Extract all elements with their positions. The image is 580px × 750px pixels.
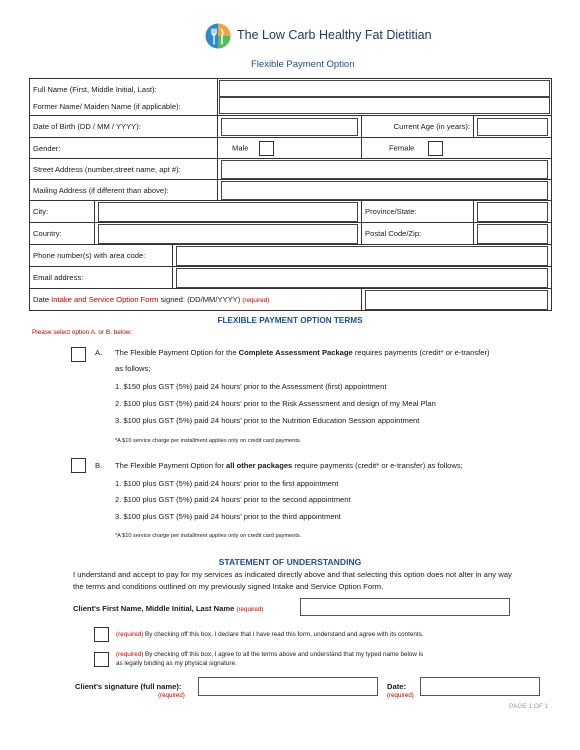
signature-label: Client's signature (full name): — [75, 682, 182, 691]
male-cell — [218, 138, 362, 159]
ack-signature-required: (required) — [116, 651, 144, 658]
country-field[interactable] — [98, 224, 358, 244]
understanding-text: I understand and accept to pay for my services as indicated directly above and that selecting this option does not alter in any way the terms and conditions outlined on my previously signed Intake and Service Option Form. — [73, 570, 512, 591]
former-name-label: Former Name/ Maiden Name (if applicable): — [33, 102, 181, 111]
email-cell — [173, 267, 552, 289]
terms-title: FLEXIBLE PAYMENT OPTION TERMS — [217, 316, 363, 325]
street-label: Street Address (number,street name, apt #): — [30, 159, 218, 180]
required-tag: (required) — [242, 297, 270, 304]
option-b-item-1: 1. $100 plus GST (5%) paid 24 hours' prior to the first appointment — [115, 479, 339, 488]
option-b-package: all other packages — [226, 461, 293, 470]
province-field[interactable] — [477, 202, 548, 222]
page-subtitle: Flexible Payment Option — [251, 59, 355, 70]
dietitian-logo-icon — [205, 23, 231, 49]
dob-label: Date of Birth (DD / MM / YYYY): — [30, 116, 218, 138]
street-address-field[interactable] — [221, 160, 548, 179]
ack-read-statement: By checking off this box, I declare that I have read this form, understand and agree with its contents. — [143, 631, 424, 638]
email-label: Email address: — [30, 267, 173, 289]
option-b-text-end: require payments (credit* or e-transfer) as follows; — [292, 461, 463, 470]
client-info-form — [29, 78, 552, 311]
understanding-title: STATEMENT OF UNDERSTANDING — [218, 557, 362, 567]
option-b-item-3: 3. $100 plus GST (5%) paid 24 hours' prior to the third appointment — [115, 512, 341, 521]
age-cell — [474, 116, 552, 138]
city-cell — [95, 201, 362, 223]
select-option-note: Please select option A. or B. below: — [32, 329, 133, 336]
ack-signature-text — [116, 651, 423, 658]
date-signed-cell — [362, 289, 552, 311]
female-label: Female — [389, 143, 415, 152]
country-cell — [95, 223, 362, 245]
current-age-label: Current Age (in years): — [362, 116, 474, 138]
current-age-field[interactable] — [477, 118, 548, 136]
date-signed-label — [30, 289, 362, 311]
signature-field[interactable] — [198, 677, 378, 696]
street-cell — [218, 159, 552, 180]
option-a-line1 — [115, 348, 490, 357]
postal-label: Postal Code/Zip: — [362, 223, 474, 245]
ack-read-text — [116, 631, 424, 638]
phone-cell — [173, 245, 552, 267]
gender-label: Gender: — [30, 138, 218, 159]
option-a-letter: A. — [95, 348, 103, 357]
page-number: PAGE 1 OF 1 — [509, 703, 549, 710]
province-label: Province/State: — [362, 201, 474, 223]
client-name-required: (required) — [236, 606, 264, 613]
option-a-item-3: 3. $100 plus GST (5%) paid 24 hours' prior to the Nutrition Education Session appointment — [115, 416, 420, 425]
date-signed-field[interactable] — [365, 290, 548, 310]
date-signed-suffix: signed: (DD/MM/YYYY) — [158, 295, 241, 304]
full-name-field[interactable] — [219, 80, 550, 97]
phone-field[interactable] — [176, 246, 548, 266]
option-a-line2: as follows; — [115, 364, 151, 373]
client-name-label — [73, 604, 263, 613]
mailing-address-field[interactable] — [221, 181, 548, 200]
phone-label: Phone number(s) with area code: — [30, 245, 173, 267]
postal-cell — [474, 223, 552, 245]
option-a-item-1: 1. $150 plus GST (5%) paid 24 hours' prior to the Assessment (first) appointment — [115, 382, 387, 391]
province-cell — [474, 201, 552, 223]
ack-signature-text-2: as legally binding as my physical signature. — [116, 660, 237, 667]
mailing-label: Mailing Address (if different than above): — [30, 180, 218, 201]
mailing-cell — [218, 180, 552, 201]
name-fields-cell — [218, 79, 552, 116]
option-b-letter: B. — [95, 461, 103, 470]
option-b-note: *A $10 service charge per installment applies only on credit card payments. — [115, 533, 302, 539]
city-label: City: — [30, 201, 95, 223]
date-signed-form-name: Intake and Service Option Form — [51, 295, 159, 304]
option-a-package: Complete Assessment Package — [238, 348, 353, 357]
ack-read-checkbox[interactable] — [94, 627, 109, 642]
ack-signature-statement: By checking off this box, I agree to all the terms above and understand that my typed name below is — [143, 651, 424, 658]
female-checkbox[interactable] — [428, 141, 443, 156]
option-a-item-2: 2. $100 plus GST (5%) paid 24 hours' prior to the Risk Assessment and design of my Meal Plan — [115, 399, 436, 408]
female-cell — [362, 138, 552, 159]
postal-code-field[interactable] — [477, 224, 548, 244]
client-name-label-text: Client's First Name, Middle Initial, Last Name — [73, 604, 235, 613]
dob-field[interactable] — [221, 118, 358, 136]
client-name-field[interactable] — [300, 598, 510, 616]
date-signed-prefix: Date — [33, 295, 52, 304]
dob-cell — [218, 116, 362, 138]
name-labels-cell — [30, 79, 218, 116]
option-b-text: The Flexible Payment Option for — [115, 461, 227, 470]
male-label: Male — [232, 143, 249, 152]
male-checkbox[interactable] — [259, 141, 274, 156]
header-title: The Low Carb Healthy Fat Dietitian — [237, 28, 432, 42]
option-b-line1 — [115, 461, 463, 470]
signature-required: (required) — [158, 692, 185, 699]
option-b-item-2: 2. $100 plus GST (5%) paid 24 hours' prior to the second appointment — [115, 495, 351, 504]
option-a-text-end: requires payments (credit* or e-transfer) — [352, 348, 490, 357]
option-b-checkbox[interactable] — [71, 458, 86, 473]
country-label: Country: — [30, 223, 95, 245]
date-required: (required) — [387, 692, 414, 699]
option-a-checkbox[interactable] — [71, 347, 86, 362]
date-label: Date: — [387, 682, 406, 691]
date-field[interactable] — [420, 677, 540, 696]
email-field[interactable] — [176, 268, 548, 288]
ack-read-required: (required) — [116, 631, 144, 638]
option-a-text: The Flexible Payment Option for the — [115, 348, 239, 357]
former-name-field[interactable] — [219, 97, 550, 114]
city-field[interactable] — [98, 202, 358, 222]
option-a-note: *A $10 service charge per installment applies only on credit card payments. — [115, 438, 302, 444]
ack-signature-checkbox[interactable] — [94, 652, 109, 667]
full-name-label: Full Name (First, Middle Initial, Last): — [33, 85, 157, 94]
